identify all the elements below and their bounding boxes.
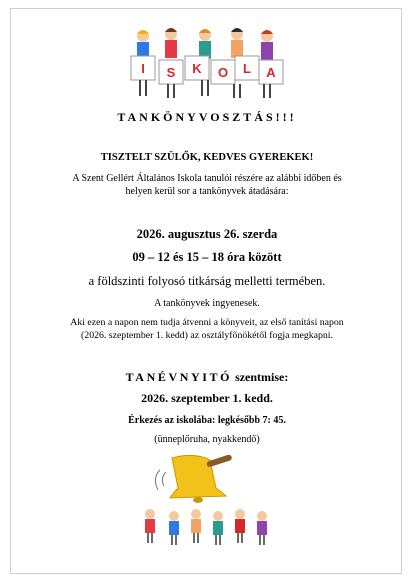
sign-letter: I [141,61,145,76]
mass-title-main: TANÉVNYITÓ [125,370,233,384]
school-children-sign-illustration [127,26,285,100]
arrival-time: Érkezés az iskolába: legkésőbb 7: 45. [128,415,286,426]
later-note-line: Aki ezen a napon nem tudja átvenni a könyveit, az első tanítási napon [70,317,344,328]
page-title: TANKÖNYVOSZTÁS!!! [117,110,297,124]
dress-code: (ünneplőruha, nyakkendő) [154,434,260,445]
mass-title-rest: szentmise: [235,370,289,384]
mass-date: 2026. szeptember 1. kedd. [141,391,273,405]
free-note: A tankönyvek ingyenesek. [154,298,260,309]
distribution-time: 09 – 12 és 15 – 18 óra között [132,250,282,264]
intro-line: helyen kerül sor a tankönyvek átadására: [125,186,289,197]
greeting: TISZTELT SZÜLŐK, KEDVES GYEREKEK! [100,152,314,163]
intro-paragraph [0,172,414,198]
bell-icon [155,454,232,503]
distribution-place: a földszinti folyosó titkárság melletti termében. [88,274,326,288]
children-illustration [130,452,280,546]
mass-title [0,370,414,385]
sign-letter: S [166,65,176,80]
sign-letter: K [192,61,202,76]
sign-letter: O [217,65,229,80]
distribution-date: 2026. augusztus 26. szerda [136,227,278,241]
later-note [0,316,414,342]
sign-letter: L [243,61,251,76]
intro-line: A Szent Gellért Általános Iskola tanulói részére az alábbi időben és [72,173,342,184]
later-note-line: (2026. szeptember 1. kedd) az osztályfőnökétől fogja megkapni. [81,330,333,341]
sign-letter: A [266,65,276,80]
